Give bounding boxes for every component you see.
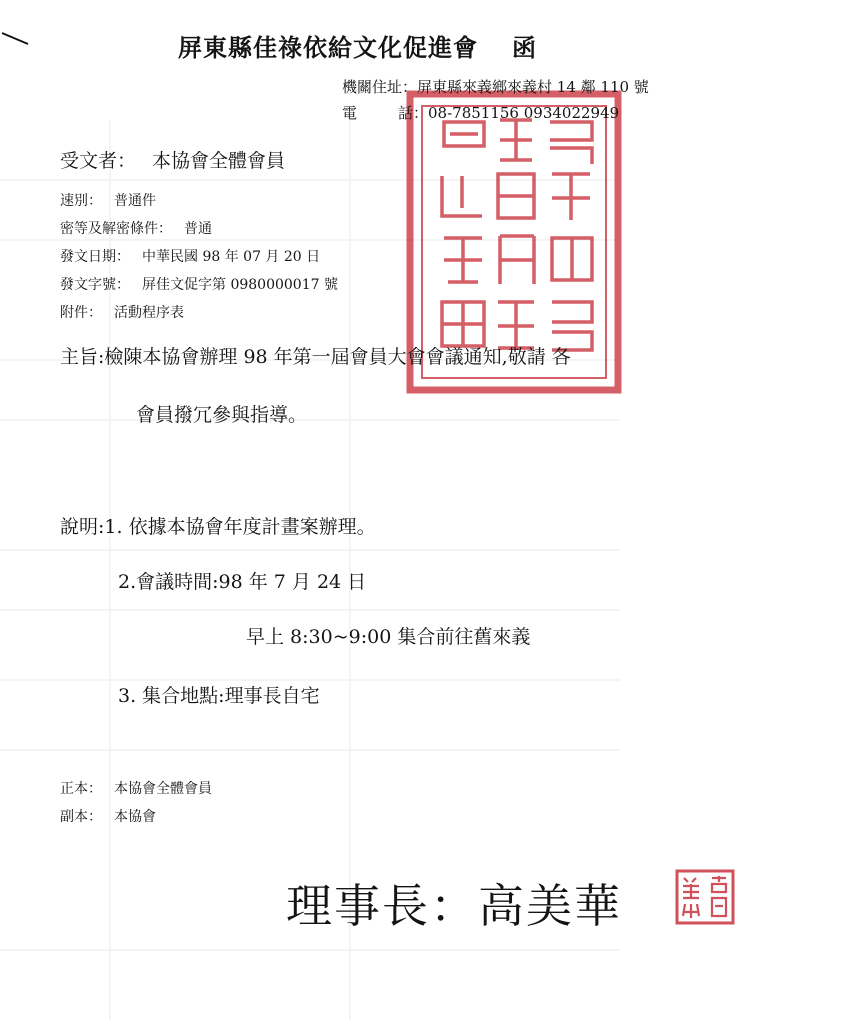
date-line [60,246,320,266]
description-line-2: 2.會議時間:98 年 7 月 24 日 [118,571,367,593]
description-line-1: 說明:1. 依據本協會年度計畫案辦理。 [60,516,376,538]
title-organization: 屏東縣佳祿依給文化促進會 [178,33,478,62]
attachment-value: 活動程序表 [114,305,184,321]
attachment-label: 附件： [60,305,102,321]
secrecy-line [60,218,212,238]
subject-line-2: 會員撥冗參與指導。 [136,404,308,426]
original-copy-line [60,778,212,798]
original-copy-value: 本協會全體會員 [114,781,212,797]
letter-title [178,28,537,63]
recipient-line [60,146,285,173]
document-number-line [60,274,338,294]
date-label: 發文日期： [60,249,130,265]
duplicate-copy-label: 副本： [60,809,102,825]
recipient-label: 受文者： [60,150,137,172]
chairperson-signature: 理事長：高美華 [286,879,622,933]
description-line-3: 早上 8:30~9:00 集合前往舊來義 [246,626,531,648]
secrecy-value: 普通 [184,221,212,237]
description-line-4: 3. 集合地點:理事長自宅 [118,685,320,707]
date-value: 中華民國 98 年 07 月 20 日 [142,249,321,265]
address-value: 屏東縣來義鄉來義村 14 鄰 110 號 [417,78,649,96]
duplicate-copy-value: 本協會 [114,809,156,825]
telephone-line [342,102,619,123]
personal-seal [674,868,736,926]
original-copy-label: 正本： [60,781,102,797]
recipient-value: 本協會全體會員 [152,150,286,172]
secrecy-label: 密等及解密條件： [60,221,172,237]
speed-label: 速別： [60,193,102,209]
document-number-label: 發文字號： [60,277,130,293]
title-suffix: 函 [512,33,537,62]
tel-label-second: 話： [398,104,429,122]
duplicate-copy-line [60,806,156,826]
tel-value: 08-7851156 0934022949 [428,104,620,122]
attachment-line [60,302,184,322]
speed-line [60,190,156,210]
scan-edge-mark [0,30,30,48]
address-line [342,76,649,97]
speed-value: 普通件 [114,193,156,209]
subject-line-1: 主旨:檢陳本協會辦理 98 年第一屆會員大會會議通知,敬請 各 [60,346,571,368]
address-label: 機關住址： [342,78,418,96]
document-number-value: 屏佳文促字第 0980000017 號 [142,277,338,293]
tel-label-first: 電 [342,104,358,122]
